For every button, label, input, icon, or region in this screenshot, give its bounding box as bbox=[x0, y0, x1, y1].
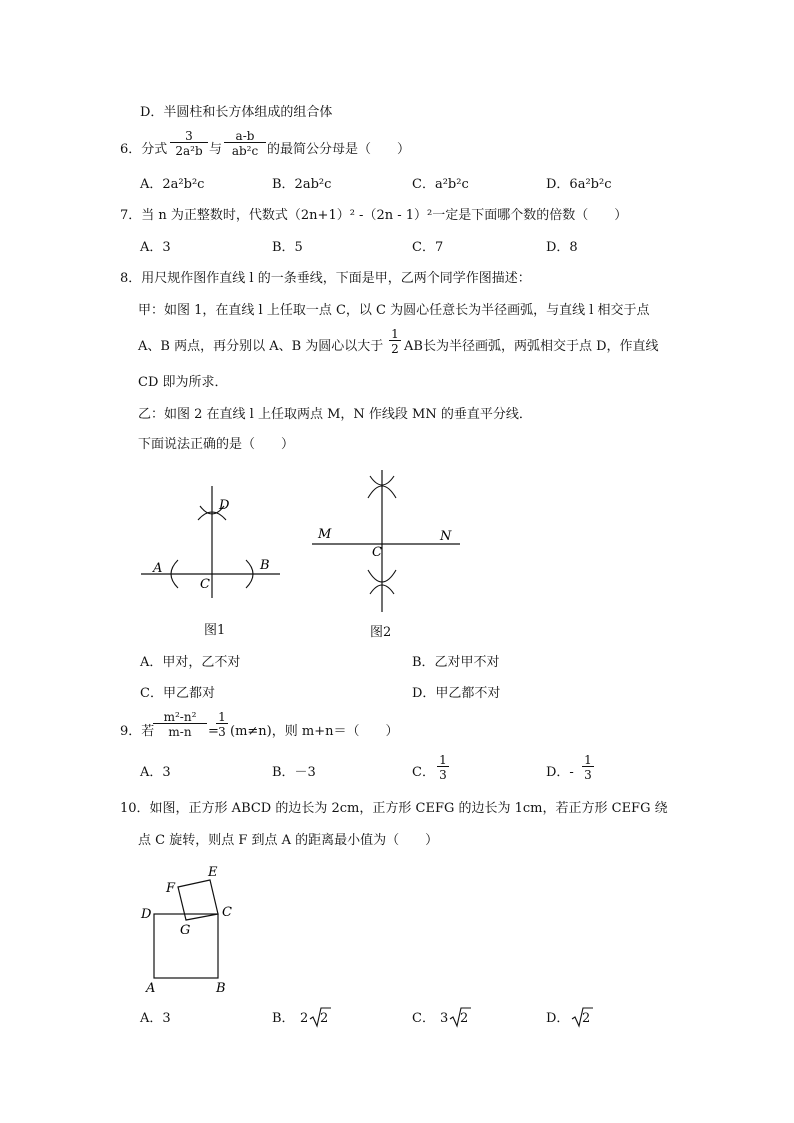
q8-jia-line2b: AB长为半径画弧，两弧相交于点 D，作直线 bbox=[404, 339, 659, 354]
q8-yi-line: 乙：如图 2 在直线 l 上任取两点 M，N 作线段 MN 的垂直平分线． bbox=[138, 407, 532, 422]
q8-half-fraction bbox=[389, 328, 401, 355]
q6-suffix: 的最简公分母是（ ） bbox=[267, 142, 411, 157]
q6-option-a: A．2a²b²c bbox=[140, 177, 205, 192]
label-g: G bbox=[180, 923, 191, 938]
q7-option-d: D．8 bbox=[546, 240, 578, 255]
q8-jia-line2a: A、B 两点，再分别以 A、B 为圆心以大于 bbox=[138, 339, 384, 354]
q10-option-c-coef: 3 bbox=[440, 1011, 449, 1026]
q7-option-c: C．7 bbox=[412, 240, 444, 255]
figure-2 bbox=[308, 466, 468, 616]
q9-frac-denominator: m-n bbox=[168, 725, 192, 739]
q9-equals: = bbox=[208, 724, 219, 739]
q8-half-denominator: 2 bbox=[391, 342, 399, 356]
q6-fraction-2 bbox=[224, 130, 266, 157]
q7-option-a: A．3 bbox=[140, 240, 171, 255]
q9-option-c: C． bbox=[412, 765, 435, 780]
q9-optd-denominator: 3 bbox=[584, 768, 592, 782]
q10-option-d-radicand: 2 bbox=[582, 1011, 591, 1026]
fig1-label-b: B bbox=[260, 558, 270, 573]
q8-half-numerator: 1 bbox=[391, 327, 399, 341]
q8-jia-line1: 甲：如图 1，在直线 l 上任取一点 C，以 C 为圆心任意长为半径画弧，与直线 l 相交于点 bbox=[138, 303, 650, 318]
q7-option-b: B．5 bbox=[272, 240, 303, 255]
label-b: B bbox=[216, 981, 226, 996]
fig1-label-d: D bbox=[219, 498, 230, 513]
q6-prefix: 6．分式 bbox=[120, 142, 168, 157]
q10-option-b-radicand: 2 bbox=[320, 1011, 329, 1026]
q7-stem: 7．当 n 为正整数时，代数式（2n+1）² -（2n - 1）²一定是下面哪个数的倍数（ ） bbox=[120, 208, 628, 223]
q10-option-c-radicand: 2 bbox=[460, 1011, 469, 1026]
q6-option-c: C．a²b²c bbox=[412, 177, 469, 192]
q6-option-d: D．6a²b²c bbox=[546, 177, 612, 192]
q6-frac2-numerator: a-b bbox=[235, 129, 255, 143]
q9-optc-denominator: 3 bbox=[439, 768, 447, 782]
fig2-caption: 图2 bbox=[370, 625, 392, 640]
q9-option-b: B．－3 bbox=[272, 765, 316, 780]
q9-option-d-fraction bbox=[582, 754, 594, 781]
fig1-caption: 图1 bbox=[204, 623, 226, 638]
q9-fraction bbox=[153, 711, 207, 738]
q10-option-b-coef: 2 bbox=[300, 1011, 309, 1026]
q10-option-a: A．3 bbox=[140, 1011, 171, 1026]
q9-rhs-numerator: 1 bbox=[218, 710, 226, 724]
label-c: C bbox=[222, 905, 232, 920]
figure-1 bbox=[136, 478, 286, 603]
fig2-label-m: M bbox=[318, 527, 332, 542]
q8-jia-line3: CD 即为所求． bbox=[138, 375, 228, 390]
q9-prefix: 9．若 bbox=[120, 724, 155, 739]
q8-question: 下面说法正确的是（ ） bbox=[138, 437, 295, 452]
label-a: A bbox=[146, 981, 156, 996]
q6-frac1-numerator: 3 bbox=[185, 129, 193, 143]
q10-option-b: B． bbox=[272, 1011, 295, 1026]
q6-mid: 与 bbox=[209, 142, 223, 157]
q8-option-c: C．甲乙都对 bbox=[140, 686, 215, 701]
q9-optc-numerator: 1 bbox=[439, 753, 447, 767]
fig2-label-n: N bbox=[440, 529, 452, 544]
q8-option-b: B．乙对甲不对 bbox=[412, 655, 500, 670]
q5-option-d: D．半圆柱和长方体组成的组合体 bbox=[140, 105, 333, 120]
label-d: D bbox=[141, 907, 152, 922]
q9-option-c-fraction bbox=[437, 754, 449, 781]
label-f: F bbox=[166, 881, 176, 896]
q9-rhs-denominator: 3 bbox=[218, 725, 226, 739]
fig2-label-c: C bbox=[372, 545, 382, 560]
fig1-label-a: A bbox=[153, 561, 163, 576]
q6-frac2-denominator: ab²c bbox=[231, 144, 259, 158]
q10-option-d: D． bbox=[546, 1011, 570, 1026]
q6-fraction-1 bbox=[170, 130, 208, 157]
q8-option-d: D．甲乙都不对 bbox=[412, 686, 501, 701]
q9-optd-numerator: 1 bbox=[584, 753, 592, 767]
fig1-label-c: C bbox=[200, 577, 210, 592]
q10-option-c: C． bbox=[412, 1011, 435, 1026]
q9-option-a: A．3 bbox=[140, 765, 171, 780]
q8-stem: 8．用尺规作图作直线 l 的一条垂线，下面是甲，乙两个同学作图描述： bbox=[120, 271, 531, 286]
label-e: E bbox=[208, 865, 218, 880]
q9-rhs-fraction bbox=[216, 711, 228, 738]
q10-line1: 10．如图，正方形 ABCD 的边长为 2cm，正方形 CEFG 的边长为 1cm，若正方形 CEFG 绕 bbox=[120, 801, 668, 816]
figure-squares bbox=[138, 860, 248, 998]
q6-frac1-denominator: 2a²b bbox=[175, 144, 203, 158]
q8-option-a: A．甲对，乙不对 bbox=[140, 655, 241, 670]
q9-condition: (m≠n)，则 m+n＝（ ） bbox=[230, 724, 399, 739]
q10-line2: 点 C 旋转，则点 F 到点 A 的距离最小值为（ ） bbox=[138, 833, 439, 848]
q9-option-d: D．- bbox=[546, 765, 574, 780]
q6-option-b: B．2ab²c bbox=[272, 177, 332, 192]
q9-frac-numerator: m²-n² bbox=[163, 710, 197, 724]
